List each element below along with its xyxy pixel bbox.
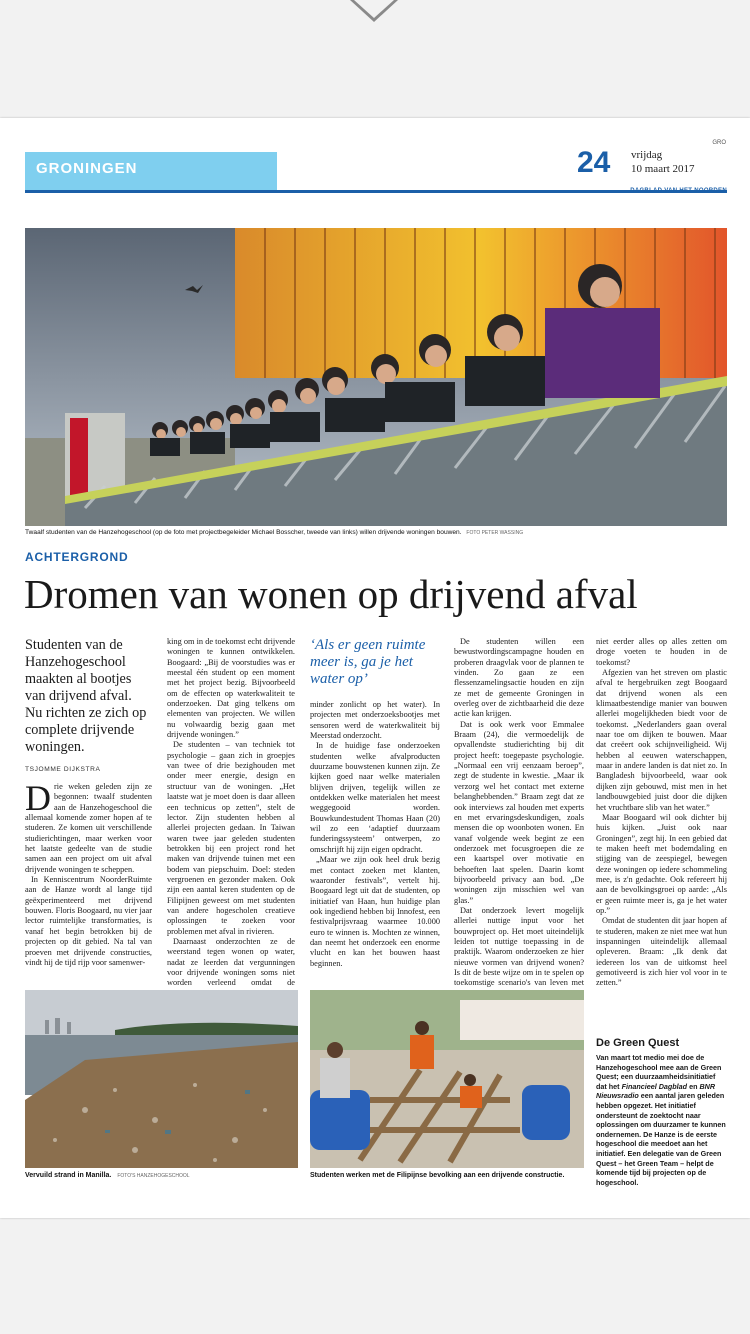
weekday: vrijdag	[631, 149, 663, 161]
paragraph: Daarnaast onderzochten ze de weerstand tegen wonen op water, nadat ze leerden dat vergunningen voor drijvende woningen soms niet worden verleend omdat de	[167, 936, 295, 988]
polluted-beach-illustration	[25, 990, 298, 1168]
main-caption-text: Twaalf studenten van de Hanzehogeschool (op de foto met projectbegeleider Michael Bosscher, tweede van links) willen drijvende woningen bouwen.	[25, 529, 462, 536]
construction-photo-caption: Studenten werken met de Filipijnse bevolking aan een drijvende constructie.	[310, 1172, 565, 1179]
article-column-3	[310, 637, 440, 969]
pull-quote: ‘Als er geen ruimte meer is, ga je het water op’	[310, 637, 426, 687]
paragraph: In Kenniscentrum NoorderRuimte aan de Hanze wordt al lange tijd geëxperimenteerd met drijvend bouwen. Floris Boogaard, nu vier jaar lector ruimtelijke transformaties, is vanaf het begin betrokken bij de projecten op dit gebied. Na tal van proeven met drijvende constructies, vindt hij de tijd rijp voor samenwer-	[25, 875, 152, 967]
article-headline: Dromen van wonen op drijvend afval	[24, 571, 638, 617]
article-intro: Studenten van de Hanzehogeschool maakten al bootjes van drijvend afval. Nu richten ze zich op complete drijvende woningen.	[25, 637, 147, 755]
drop-cap: D	[25, 778, 51, 818]
page-number: 24	[577, 146, 611, 179]
main-photo-caption	[25, 529, 727, 536]
paragraph: Afgezien van het streven om plastic afval te hergebruiken zegt Boogaard dat drijvend wonen als een klimaatbestendige manier van bouwen allerlei mogelijkheden biedt voor de toekomst. „Nederlanders gaan overal naar toe om dijken te bouwen. Maar dat creëert ook schijnveiligheid. Wij hebben al eeuwen waterschappen, maar in andere landen is dat niet zo. In Bangladesh bijvoorbeeld, waar ook dijken zijn gebouwd, mist men in het landbouwgebied juist door die dijken het vruchtbare slib van het water.”	[596, 668, 727, 812]
paragraph: „Maar we zijn ook heel druk bezig met contact zoeken met klanten, waaronder festivals”, vertelt hij. Boogaard legt uit dat de studenten, op initiatief van Haan, hun huidige plan ook ingediend hebben bij Innofest, een festivalprijsvraag waarmee 10.000 euro te winnen is. Mochten ze winnen, dan neemt het onderzoek een enorme vlucht en kan het bouwen haast beginnen.	[310, 855, 440, 968]
paragraph: In de huidige fase onderzoeken studenten welke afvalproducten duurzame bouwstenen kunnen zijn. Ze kijken goed naar welke materialen blijven drijven, tegelijk willen ze ontdekken welke materialen het meest weggegooid worden. Bouwkundestudent Thomas Haan (20) wil zo een ‘adaptief duurzaam funderingssysteem’ ontwerpen, zo omschrijft hij zijn eigen opdracht.	[310, 741, 440, 854]
floating-construction-illustration	[310, 990, 584, 1168]
header-rule	[25, 190, 727, 193]
beach-caption-text: Vervuild strand in Manilla.	[25, 1172, 112, 1179]
masthead: DAGBLAD VAN HET NOORDEN	[630, 188, 727, 194]
date: 10 maart 2017	[631, 163, 695, 175]
paragraph: Dat onderzoek levert mogelijk allerlei nuttige input voor het bouwproject op. Het moet uiteindelijk leiden tot nuttige toepassing in de praktijk. Waarom onderzoeken ze hier nieuwe vormen van drijvend wonen? Is dit de beste wijze om in te spelen op toekomstige scenario's van leven met	[454, 905, 584, 988]
beach-photo	[25, 990, 298, 1168]
paragraph: De studenten – van techniek tot psychologie – gaan zich in groepjes van twee of drie bezighouden met onder meer energie, design en structuur van de woningen. „Het laatste wat je moet doen is daar alleen een technicus op zetten”, stelt de lector. Zijn studenten hebben al allerlei projecten gedaan. In Taiwan waren twee jaar geleden studenten betrokken bij een project rond het maken van drijvende tuinen met een bodem van piepschuim. Doel: steden vergroenen en gezonder maken. Ook zijn een aantal keren studenten op de Filipijnen geweest om met studenten van andere hogescholen creatieve oplossingen te zoeken voor problemen met afval in rivieren.	[167, 740, 295, 936]
paragraph: king om in de toekomst echt drijvende woningen te kunnen ontwikkelen. Boogaard: „Bij de voorstudies was er meestal één student op een moment met het project bezig. Bijvoorbeeld om de effecten op waterkwaliteit te onderzoeken. Dat ging telkens om elementen van projecten. We willen nu volwaardig bezig gaan met drijvende woningen.”	[167, 637, 295, 740]
edition-code: GRO	[712, 140, 726, 146]
article-byline: TSJOMME DIJKSTRA	[25, 766, 101, 773]
pull-tab-arrow-inner	[354, 0, 394, 18]
main-photo-credit: FOTO PETER WASSING	[466, 530, 524, 536]
sidebar-title: De Green Quest	[596, 1037, 680, 1049]
construction-photo	[310, 990, 584, 1168]
section-name: GRONINGEN	[36, 160, 138, 177]
students-photo-illustration	[25, 228, 727, 526]
paragraph: niet eerder alles op alles zetten om droge voeten te houden in de toekomst?	[596, 637, 727, 667]
article-column-1	[25, 637, 152, 968]
paragraph: De studenten willen een bewustwordingscampagne houden en proberen draagvlak voor de plannen te vinden. Zo gaan ze een flessenzamelingsactie houden en zijn ze met de gemeente Groningen in overleg over de zichtbaarheid die deze actie kan krijgen.	[454, 637, 584, 719]
paragraph: Maar Boogaard wil ook dichter bij huis kijken. „Juist ook naar Groningen”, zegt hij. In een gebied dat te maken heeft met bodemdaling en stijging van de zeespiegel, bewegen deze woningen op iedere schommeling mee, is z'n gedachte. Ook refereert hij aan de bevolkingsgroei op aarde: „Als er geen ruimte meer is, ga je het water op.”	[596, 812, 727, 915]
article-column-4	[454, 637, 584, 999]
paragraph: Omdat de studenten dit jaar hopen af te studeren, maken ze niet mee wat hun inspanningen uiteindelijk allemaal opleveren. Braam: „Ik denk dat iedereen los van de uitkomst heel gemotiveerd is zich hier vol voor in te zetten.”	[596, 916, 727, 988]
newspaper-page[interactable]	[0, 118, 750, 1218]
green-quest-sidebar	[596, 1037, 727, 1187]
paragraph: minder zonlicht op het water). In projecten met onderzoeksbootjes met sensoren werd de waterkwaliteit bij Meerstad onderzocht.	[310, 700, 440, 741]
article-column-2	[167, 637, 295, 1009]
article-kicker: ACHTERGROND	[25, 550, 129, 564]
sidebar-text: Van maart tot medio mei doe de Hanzehogeschool mee aan de Green Quest; een duurzaamheidsinitiatief dat het Financieel Dagblad en BNR Nieuwsradio een aantal jaren geleden hebben opgezet. Het initiatief ondersteunt de zoektocht naar oplossingen om duurzamer te kunnen ondernemen. De Hanze is de eerste hogeschool die meedoet aan het initiatief. Een delegatie van de Green Quest – het Green Team – helpt de komende tijd bij projecten op de hogeschool.	[596, 1053, 726, 1187]
beach-photo-caption	[25, 1172, 190, 1179]
main-photo	[25, 228, 727, 526]
photos-credit: FOTO'S HANZEHOGESCHOOL	[117, 1173, 190, 1179]
article-column-5	[596, 637, 727, 989]
paragraph: Drie weken geleden zijn ze begonnen: twaalf studenten aan de Hanzehogeschool die allemaal komende zomer hopen af te studeren. Ze komen uit verschillende studierichtingen, maar werken voor het laatste gedeelte van de studie samen aan een project om uit afval drijvende woningen te scheppen.	[25, 778, 152, 874]
paragraph: Dat is ook werk voor Emmalee Braam (24), die vermoedelijk de opvallendste studierichting bij dit project heeft: toegepaste psychologie. „Normaal een vrij eenzaam beroep”, zegt de studente in kwestie. „Maar ik verzorg wel het contact met externe belanghebbenden.” Braam zegt dat ze ook interviews zal houden met experts en met ervaringsdeskundigen, zoals mensen die op woonboten wonen. En vanaf volgende week begint ze een onderzoek met focusgroepen die ze een kaartspel over motivatie en behoeften laat spelen. Daarin komt bijvoorbeeld privacy aan bod. „De woningen zijn misschien wel van glas.”	[454, 719, 584, 905]
